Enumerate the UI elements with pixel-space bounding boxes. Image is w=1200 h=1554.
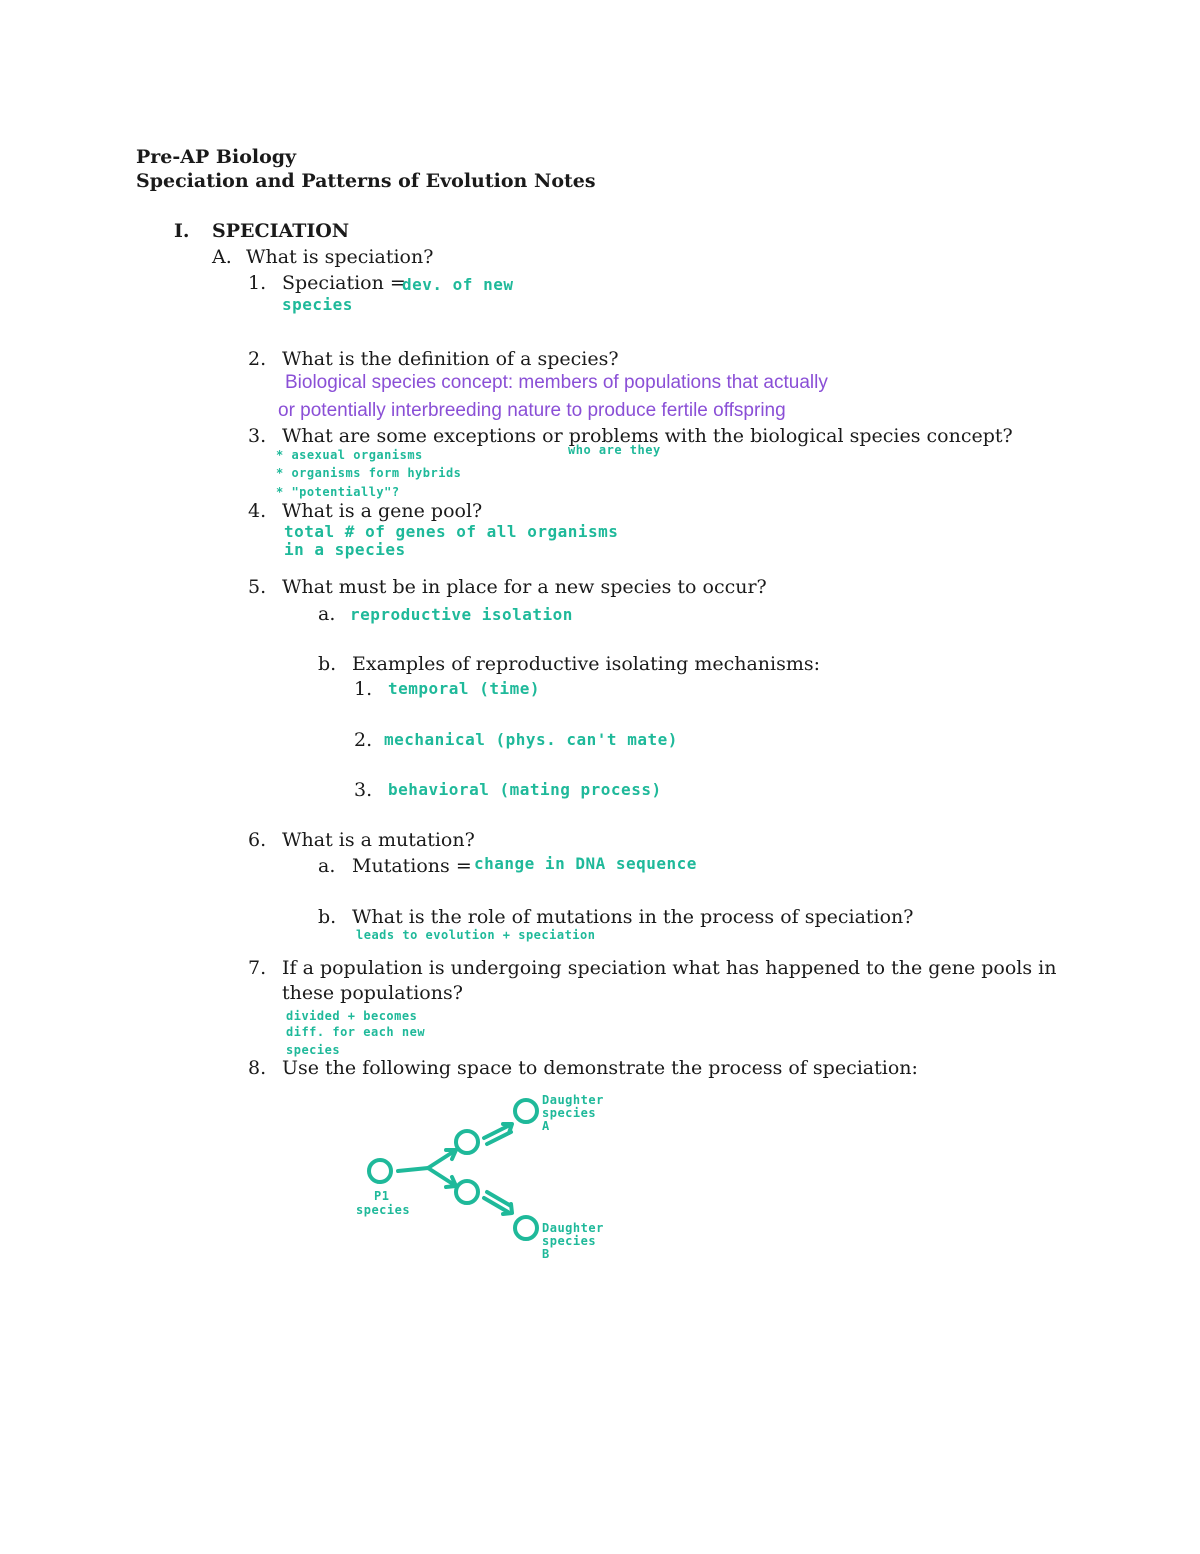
q2-typed-answer-line1: Biological species concept: members of populations that actually	[285, 372, 828, 393]
q7-answer-1: divided + becomes	[286, 1009, 418, 1023]
daughter-b-label-2: species	[542, 1234, 597, 1248]
q1-answer-line1: dev. of new	[402, 275, 514, 294]
q6b-text: What is the role of mutations in the process of speciation?	[352, 906, 914, 928]
daughter-a-label-2: species	[542, 1106, 597, 1120]
q6a-answer: change in DNA sequence	[474, 854, 697, 873]
daughter-b-label-3: B	[542, 1247, 550, 1261]
daughter-b-label-1: Daughter	[542, 1221, 604, 1235]
q4-number: 4.	[248, 500, 267, 522]
q6a-letter: a.	[318, 855, 336, 877]
q7-answer-2: diff. for each new	[286, 1025, 426, 1039]
q6a-text: Mutations =	[352, 855, 472, 877]
course-title: Pre-AP Biology	[136, 146, 297, 168]
q8-text: Use the following space to demonstrate the process of speciation:	[282, 1057, 918, 1079]
q3-answer-2: * organisms form hybrids	[276, 466, 462, 480]
q1-text: Speciation =	[282, 272, 406, 294]
intermediate-lower-circle	[456, 1181, 478, 1203]
subsection-letter: A.	[212, 246, 232, 268]
q3-text: What are some exceptions or problems with the biological species concept?	[282, 425, 1013, 447]
daughter-a-label-1: Daughter	[542, 1093, 604, 1107]
q4-answer-line1: total # of genes of all organisms	[284, 522, 619, 541]
q4-text: What is a gene pool?	[282, 500, 483, 522]
mechanism-1-answer: temporal (time)	[388, 679, 540, 698]
mechanism-3-number: 3.	[354, 779, 373, 801]
q1-number: 1.	[248, 272, 267, 294]
q3-answer-1: * asexual organisms	[276, 448, 423, 462]
q7-text-line1: If a population is undergoing speciation what has happened to the gene pools in	[282, 957, 1057, 979]
q5-number: 5.	[248, 576, 267, 598]
q6-text: What is a mutation?	[282, 829, 475, 851]
q5a-answer: reproductive isolation	[350, 605, 573, 624]
q6-number: 6.	[248, 829, 267, 851]
q2-typed-answer-line2: or potentially interbreeding nature to produce fertile offspring	[278, 400, 786, 421]
q5-text: What must be in place for a new species to occur?	[282, 576, 767, 598]
q2-text: What is the definition of a species?	[282, 348, 619, 370]
q7-number: 7.	[248, 957, 267, 979]
upper-double-arrow	[484, 1126, 511, 1144]
q3-margin-note: who are they	[568, 443, 661, 457]
q7-text-line2: these populations?	[282, 982, 463, 1004]
daughter-b-circle	[515, 1217, 537, 1239]
q5a-letter: a.	[318, 603, 336, 625]
q7-answer-3: species	[286, 1043, 341, 1057]
subsection-question: What is speciation?	[246, 246, 434, 268]
intermediate-upper-circle	[456, 1131, 478, 1153]
q8-number: 8.	[248, 1057, 267, 1079]
mechanism-3-answer: behavioral (mating process)	[388, 780, 662, 799]
q3-answer-3: * "potentially"?	[276, 485, 400, 499]
q4-answer-line2: in a species	[284, 540, 406, 559]
origin-label-line1: P1	[374, 1189, 390, 1203]
q3-number: 3.	[248, 425, 267, 447]
lower-double-arrow	[484, 1192, 511, 1212]
q6b-answer: leads to evolution + speciation	[356, 928, 596, 942]
mechanism-2-number: 2.	[354, 729, 373, 751]
q6b-letter: b.	[318, 906, 337, 928]
q5b-letter: b.	[318, 653, 337, 675]
section-numeral: I.	[174, 220, 190, 242]
q2-number: 2.	[248, 348, 267, 370]
daughter-a-label-3: A	[542, 1119, 550, 1133]
q1-answer-line2: species	[282, 295, 353, 314]
section-heading: SPECIATION	[212, 220, 350, 242]
origin-label-line2: species	[356, 1203, 411, 1217]
document-title: Speciation and Patterns of Evolution Notes	[136, 170, 596, 192]
mechanism-1-number: 1.	[354, 678, 373, 700]
mechanism-2-answer: mechanical (phys. can't mate)	[384, 730, 678, 749]
q5b-text: Examples of reproductive isolating mechanisms:	[352, 653, 821, 675]
branch-stem	[398, 1168, 428, 1171]
origin-species-circle	[369, 1160, 391, 1182]
daughter-a-circle	[515, 1100, 537, 1122]
